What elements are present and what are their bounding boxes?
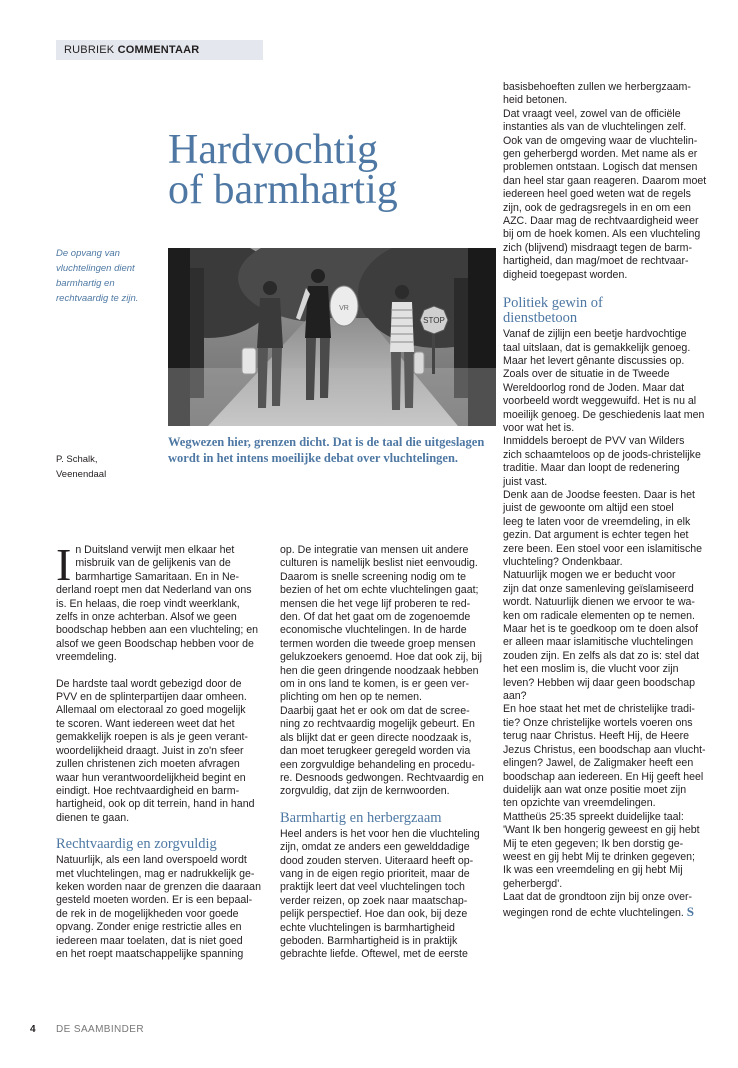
column-2	[280, 544, 492, 962]
paragraph: In Duitsland verwijt men elkaar het misbruik van de gelijkenis van de barmhartige Samaritaan. En in Ne- derland roept men dat Nederland van ons is. En helaas, die roep vindt weerklank, zelfs in onze achterban. Alsof we geen boodschap hebben aan een vluchteling; en alsof we geen Boodschap hebben voor de vreemdeling.	[56, 539, 259, 664]
paragraph: op. De integratie van mensen uit andere culturen is namelijk beslist niet eenvoudig. Daarom is snelle screening nodig om te bezien of het om echte vluchtelingen gaat; mensen die het vege lijf proberen te red- den. Of dat het gaat om de zogenoemde economische vluchtelingen. In de harde termen worden die tweede groep mensen gelukzoekers genoemd. Hoe dat ook zij, bij hen die geen dringende noodzaak hebben om in ons land te komen, is er geen ver- plichting om hen op te nemen. Daarbij gaat het er ook om dat de scree- ning zo rechtvaardig mogelijk gebeurt. En als blijkt dat er geen directe noodzaak is, dan moet terugkeer geregeld worden via een zorgvuldige behandeling en procedu- re. Desnoods gedwongen. Rechtvaardig en zorgvuldig, dat zijn de kernwoorden.	[280, 544, 484, 798]
rubriek-label	[56, 40, 263, 60]
author-place: Veenendaal	[56, 469, 107, 480]
rubriek-name: COMMENTAAR	[117, 44, 200, 56]
intro-line: De opvang van	[56, 248, 120, 259]
drop-cap: I	[56, 539, 72, 590]
subheading: Rechtvaardig en zorgvuldig	[56, 836, 217, 853]
paragraph: Vanaf de zijlijn een beetje hardvochtige taal uitslaan, dat is gemakkelijk genoeg. Maar het levert gênante discussies op. Zoals over de situatie in de Tweede Wereldoorlog rond de Joden. Maar dat voorbeeld wordt weggewuifd. Het is nu al moeilijk genoeg. De geschiedenis laat men voor wat het is. Inmiddels beroept de PVV van Wilders zich schaamteloos op de joods-christelijke traditie. Maar dan loopt de redenering juist vast. Denk aan de Joodse feesten. Daar is het juist de gewoonte om altijd een stoel leeg te laten voor de vreemdeling, in elk gezin. Dat argument is echter tegen het zere been. Een stoel voor een islamitische vluchteling? Ondenkbaar. Natuurlijk mogen we er beducht voor zijn dat onze samenleving geïslamiseerd wordt. Natuurlijk dienen we ervoor te wa- ken om radicale elementen op te nemen. Maar het is te goedkoop om te doen alsof er alleen maar islamitische vluchtelingen zouden zijn. En zelfs als dat zo is: stel dat het een moslim is, die vlucht voor zijn leven? Hebben wij daar geen boodschap aan? En hoe staat het met de christelijke tradi- tie? Onze christelijke wortels voeren ons terug naar Christus. Heeft Hij, de Heere Jezus Christus, een boodschap aan vlucht- elingen? Jawel, de Zaligmaker heeft een boodschap aan iedereen. En Hij geeft heel duidelijk aan wat onze positie moet zijn ten opzichte van vreemdelingen. Mattheüs 25:35 spreekt duidelijke taal: 'Want Ik ben hongerig geweest en gij hebt Mij te eten gegeven; Ik ben dorstig ge- weest en gij hebt Mij te drinken gegeven; Ik was een vreemdeling en gij hebt Mij geherbergd'. Laat dat de grondtoon zijn bij onze over- wegingen rond de echte vluchtelingen. S	[503, 328, 706, 919]
author-name: P. Schalk,	[56, 454, 98, 465]
author-credit	[56, 452, 166, 482]
intro-line: barmhartig en	[56, 278, 115, 289]
magazine-name: DE SAAMBINDER	[56, 1024, 144, 1035]
column-1	[56, 539, 266, 961]
rubriek-prefix: RUBRIEK	[64, 44, 115, 56]
paragraph: Heel anders is het voor hen die vluchteling zijn, omdat ze anders een gewelddadige dood zouden sterven. Uiteraard heeft op- vang in de eigen regio prioriteit, maar de praktijk leert dat veel vluchtelingen toch verder reizen, op zoek naar maatschap- pelijk perspectief. Hoe dan ook, bij deze echte vluchtelingen is barmhartigheid geboden. Barmhartigheid is in praktijk gebrachte liefde. Oftewel, met de eerste	[280, 827, 480, 961]
stop-sign-text: STOP	[423, 316, 445, 325]
refugees-photo	[168, 248, 496, 426]
paragraph: De hardste taal wordt gebezigd door de PVV en de splinterpartijen daar omheen. Allemaal om electoraal zo goed mogelijk te scoren. Want iedereen weet dat het gemakkelijk roepen is als je geen verant- woordelijkheid draagt. Juist in zo'n sfeer zullen christenen zich moeten afvragen waar hun verantwoordelijkheid begint en eindigt. Hoe rechtvaardigheid en barm- hartigheid, ook op dit terrein, hand in hand dienen te gaan.	[56, 677, 255, 824]
end-mark-icon: S	[686, 903, 695, 919]
bag-text: VR	[339, 305, 349, 312]
page-number: 4	[30, 1024, 36, 1035]
pull-quote: Wegwezen hier, grenzen dicht. Dat is de taal die uitgeslagen wordt in het intens moeilijke debat over vluchtelingen.	[168, 435, 485, 465]
title-line-1: Hardvochtig	[168, 127, 378, 173]
intro-line: vluchtelingen dient	[56, 263, 135, 274]
subheading: Barmhartig en herbergzaam	[280, 809, 442, 826]
article-title	[168, 127, 498, 213]
intro-line: rechtvaardig te zijn.	[56, 293, 139, 304]
title-line-2: of barmhartig	[168, 167, 398, 213]
paragraph: basisbehoeften zullen we herbergzaam- heid betonen. Dat vraagt veel, zowel van de officiële instanties als van de vluchtelingen zelf. Ook van de omgeving waar de vluchtelin- gen geherbergd worden. Met name als er problemen ontstaan. Logisch dat mensen dan heel star gaan reageren. Daarom moet iedereen heel goed weten wat de regels zijn, ook de gedragsregels in en om een AZC. Daar mag de rechtvaardigheid weer bij om de hoek komen. Als een vluchteling zich (blijvend) misdraagt tegen de barm- hartigheid, dan mag/moet de rechtvaar- digheid toegepast worden.	[503, 81, 707, 281]
paragraph: Natuurlijk, als een land overspoeld wordt met vluchtelingen, mag er nadrukkelijk ge- keken worden naar de grenzen die daaraan gesteld moeten worden. Er is een bepaal- de rek in de mogelijkheden voor goede opvang. Zonder enige restrictie alles en iedereen maar toelaten, dat is niet goed en het roept maatschappelijke spanning	[56, 854, 261, 960]
subheading: Politiek gewin of dienstbetoon	[503, 295, 603, 327]
column-3	[503, 81, 723, 920]
intro-text	[56, 246, 166, 306]
